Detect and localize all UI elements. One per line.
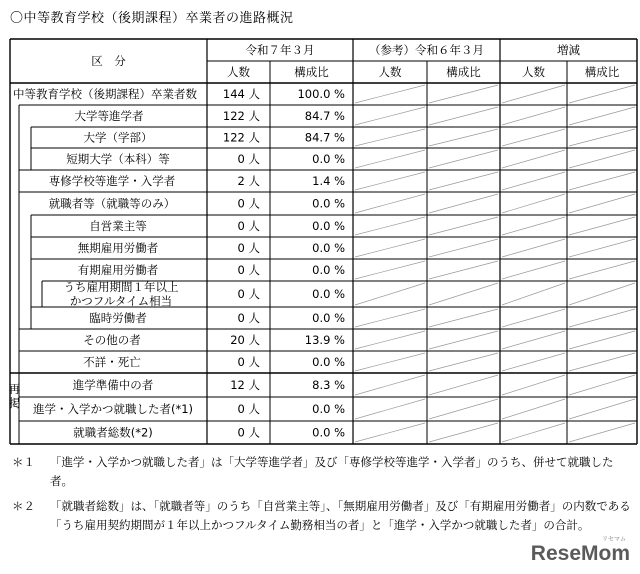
hatch-line: [502, 107, 565, 125]
hatch-line: [429, 353, 498, 371]
hatch-line: [502, 375, 565, 395]
hatch-line: [429, 283, 498, 305]
row-label: 不詳・死亡: [83, 355, 141, 369]
row-count: 0 人: [237, 311, 260, 325]
row-count: 122 人: [222, 130, 260, 145]
row-label: 中等教育学校（後期課程）卒業者数: [13, 87, 197, 101]
footnote-text: 「就職者総数」は、「就職者等」のうち「自営業主等」、「無期雇用労働者」及び「有期雇用労働者」の内数である「うち雇用契約期間が１年以上かつフルタイム勤務相当の者」と「進学・入学かつ就職した者」の合計。: [50, 499, 631, 532]
row-count: 0 人: [237, 402, 260, 416]
row-label: 進学・入学かつ就職した者(*1): [32, 402, 194, 416]
hatch-line: [355, 353, 425, 371]
hatch-line: [502, 194, 565, 213]
row-count: 0 人: [237, 241, 260, 255]
row-label: 自営業主等: [89, 219, 147, 233]
hatch-line: [355, 194, 425, 213]
row-label: その他の者: [83, 333, 141, 347]
hatch-line: [502, 331, 565, 349]
row-label: 就職者等（就職等のみ）: [48, 196, 176, 211]
row-ratio: 0.0 %: [312, 355, 345, 369]
hatch-line: [355, 283, 425, 305]
hatch-line: [355, 309, 425, 327]
footnote-2: [12, 497, 632, 535]
table-text: [9, 43, 620, 440]
row-count: 12 人: [230, 378, 260, 392]
row-count: 0 人: [237, 152, 260, 166]
page-title: 〇中等教育学校（後期課程）卒業者の進路概況: [10, 11, 294, 26]
row-label: 臨時労働者: [89, 311, 147, 325]
row-ratio: 0.0 %: [312, 402, 345, 416]
hatch-line: [569, 172, 635, 190]
row-ratio: 84.7 %: [304, 109, 345, 123]
row-label: 就職者総数(*2): [73, 425, 153, 440]
hatch-line: [429, 375, 498, 395]
hatch-line: [429, 399, 498, 419]
row-ratio: 0.0 %: [312, 196, 345, 211]
hatch-line: [569, 217, 635, 235]
hatch-line: [429, 107, 498, 125]
hatch-line: [355, 423, 425, 442]
hatch-line: [502, 239, 565, 257]
hatch-line: [429, 423, 498, 442]
hatch-line: [569, 283, 635, 305]
hatch-line: [502, 399, 565, 419]
hatch-line: [355, 172, 425, 190]
hatch-line: [569, 150, 635, 168]
hatch-line: [502, 423, 565, 442]
row-count: 0 人: [237, 219, 260, 233]
hatch-line: [569, 261, 635, 279]
hatch-line: [355, 217, 425, 235]
row-label: かつフルタイム相当: [69, 294, 173, 308]
row-label: 有期雇用労働者: [77, 263, 159, 277]
hatch-line: [355, 261, 425, 279]
row-ratio: 0.0 %: [312, 311, 345, 325]
row-ratio: 1.4 %: [312, 174, 345, 188]
hatch-line: [569, 399, 635, 419]
hatch-line: [355, 239, 425, 257]
row-label: 進学準備中の者: [72, 378, 154, 392]
hatch-line: [569, 85, 635, 103]
row-ratio: 8.3 %: [312, 378, 345, 392]
logo-subtext: リセマム: [602, 537, 626, 543]
hatch-line: [355, 85, 425, 103]
hatch-line: [355, 331, 425, 349]
hatch-line: [569, 129, 635, 146]
row-ratio: 0.0 %: [312, 241, 345, 255]
header-reference-year: （参考）令和６年３月: [369, 43, 484, 57]
hatch-line: [502, 172, 565, 190]
header-ratio: 構成比: [446, 65, 481, 79]
row-ratio: 13.9 %: [304, 333, 345, 347]
row-ratio: 100.0 %: [297, 87, 345, 101]
hatch-line: [502, 129, 565, 146]
hatch-line: [502, 261, 565, 279]
hatch-line: [429, 261, 498, 279]
header-category: 区 分: [91, 54, 126, 68]
hatch-line: [355, 150, 425, 168]
header-ratio: 構成比: [294, 65, 329, 79]
row-count: 20 人: [230, 333, 260, 347]
row-count: 0 人: [237, 355, 260, 369]
hatch-line: [569, 309, 635, 327]
hatch-line: [429, 239, 498, 257]
hatch-line: [429, 331, 498, 349]
hatch-line: [569, 239, 635, 257]
side-label-char: 再: [8, 382, 21, 396]
row-count: 0 人: [237, 263, 260, 277]
hatch-line: [569, 423, 635, 442]
hatch-line: [502, 283, 565, 305]
hatch-line: [569, 375, 635, 395]
row-ratio: 0.0 %: [312, 152, 345, 166]
row-count: 144 人: [222, 87, 260, 101]
row-count: 0 人: [237, 425, 260, 440]
hatch-line: [355, 375, 425, 395]
hatch-line: [355, 129, 425, 146]
row-ratio: 0.0 %: [312, 219, 345, 233]
hatch-line: [569, 107, 635, 125]
hatch-line: [502, 217, 565, 235]
row-label: うち雇用期間１年以上: [63, 280, 179, 294]
row-ratio: 84.7 %: [304, 130, 345, 145]
hatch-line: [429, 217, 498, 235]
row-count: 0 人: [237, 196, 260, 211]
footnote-1: [12, 453, 632, 491]
hatch-line: [502, 309, 565, 327]
row-ratio: 0.0 %: [312, 263, 345, 277]
hatch-line: [569, 331, 635, 349]
header-count: 人数: [227, 65, 250, 79]
header-current-year: 令和７年３月: [245, 43, 315, 57]
hatch-line: [429, 309, 498, 327]
footnote-mark: ＊１: [12, 455, 35, 469]
row-ratio: 0.0 %: [312, 287, 345, 301]
footnote-text: 「進学・入学かつ就職した者」は「大学等進学者」及び「専修学校等進学・入学者」のうち、併せて就職した者。: [50, 455, 614, 488]
hatch-line: [355, 399, 425, 419]
hatch-line: [502, 150, 565, 168]
header-change: 増減: [557, 43, 580, 57]
row-label: 無期雇用労働者: [77, 241, 159, 255]
row-label: 大学（学部）: [83, 130, 153, 145]
row-count: 0 人: [237, 287, 260, 301]
footnote-mark: ＊２: [12, 499, 35, 513]
hatch-line: [569, 194, 635, 213]
hatch-line: [355, 107, 425, 125]
row-count: 2 人: [237, 174, 260, 188]
resemom-logo: [530, 537, 630, 566]
row-count: 122 人: [222, 109, 260, 123]
row-ratio: 0.0 %: [312, 425, 345, 440]
hatch-line: [502, 85, 565, 103]
hatch-line: [502, 353, 565, 371]
row-label: 専修学校等進学・入学者: [48, 174, 176, 188]
row-label: 大学等進学者: [74, 109, 144, 123]
footnotes: [12, 453, 632, 541]
hatch-line: [429, 129, 498, 146]
hatch-line: [429, 194, 498, 213]
row-label: 短期大学（本科）等: [66, 152, 170, 166]
header-ratio: 構成比: [584, 65, 620, 79]
hatch-line: [429, 172, 498, 190]
header-count: 人数: [522, 65, 545, 79]
empty-cell-hatching: [355, 85, 635, 442]
header-count: 人数: [378, 65, 402, 79]
hatch-line: [429, 150, 498, 168]
side-label-char: 掲: [8, 396, 21, 410]
hatch-line: [429, 85, 498, 103]
hatch-line: [569, 353, 635, 371]
logo-text: ReseMom: [530, 542, 630, 565]
